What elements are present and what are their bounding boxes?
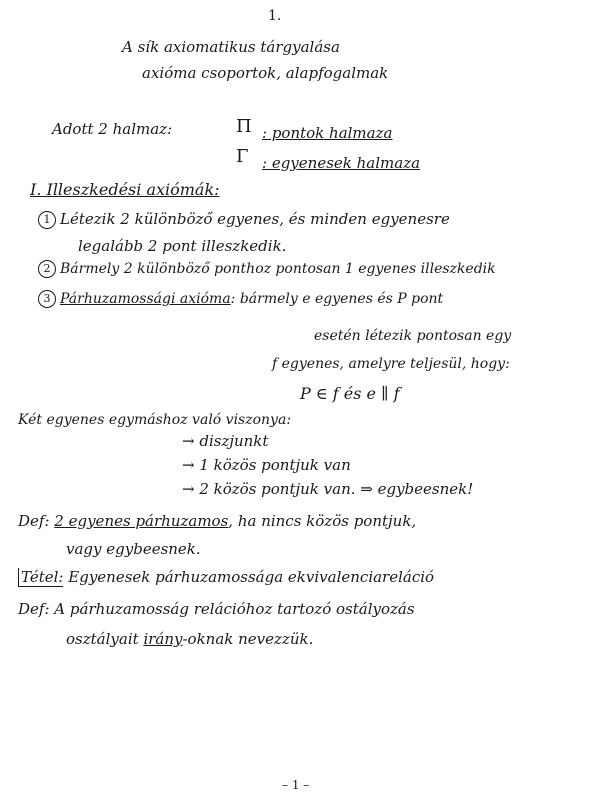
definition-1-rest: , ha nincs közös pontjuk,: [228, 512, 417, 530]
definition-1-line-2: vagy egybeesnek.: [66, 540, 201, 558]
definition-2-line-2: [66, 630, 313, 648]
definition-1-line-1: [18, 512, 416, 530]
axiom-3-number: 3: [38, 290, 56, 308]
parallel-axiom-label: Párhuzamossági axióma: [60, 291, 231, 307]
definition-2-label: Def:: [18, 600, 50, 618]
relation-option-disjoint: → diszjunkt: [182, 432, 269, 450]
gamma-symbol: Γ: [236, 146, 249, 167]
relation-option-two-points: → 2 közös pontjuk van. ⇒ egybeesnek!: [182, 480, 474, 498]
axiom-2-number: 2: [38, 260, 56, 278]
relation-intro: Két egyenes egymáshoz való viszonya:: [18, 412, 292, 428]
definition-1-term: 2 egyenes párhuzamos: [54, 512, 229, 530]
relation-option-one-point: → 1 közös pontjuk van: [182, 456, 351, 474]
given-intro: Adott 2 halmaz:: [52, 120, 173, 138]
theorem-line: [18, 568, 434, 586]
theorem-text: Egyenesek párhuzamossága ekvivalenciareláció: [68, 568, 435, 586]
definition-1-label: Def:: [18, 512, 50, 530]
theorem-label: Tétel:: [18, 568, 63, 587]
axiom-3-text-3: f egyenes, amelyre teljesül, hogy:: [272, 356, 510, 372]
axiom-1-line-1: [38, 210, 450, 229]
title-line-1: A sík axiomatikus tárgyalása: [122, 38, 340, 56]
definition-2-text-2b: -oknak nevezzük.: [182, 630, 314, 648]
lines-set-def: : egyenesek halmaza: [262, 154, 421, 172]
page-number: 1.: [268, 8, 282, 24]
axiom-2-text: Bármely 2 különböző ponthoz pontosan 1 egyenes illeszkedik: [60, 261, 496, 277]
axiom-3-formula: P ∈ f és e ∥ f: [300, 384, 400, 403]
axiom-1-number: 1: [38, 211, 56, 229]
direction-term: irány: [143, 630, 183, 648]
axiom-3-line: [38, 290, 443, 308]
axiom-1-text-1: Létezik 2 különböző egyenes, és minden egyenesre: [60, 210, 450, 228]
page-footer: – 1 –: [282, 778, 310, 792]
axiom-2-line: [38, 260, 496, 278]
title-line-2: axióma csoportok, alapfogalmak: [142, 64, 389, 82]
pi-symbol: Π: [236, 116, 252, 137]
section-heading-incidence: I. Illeszkedési axiómák:: [30, 180, 220, 199]
definition-2-text-2a: osztályait: [66, 630, 139, 648]
axiom-3-text-1: : bármely e egyenes és P pont: [230, 291, 444, 307]
points-set-def: : pontok halmaza: [262, 124, 393, 142]
axiom-1-text-2: legalább 2 pont illeszkedik.: [78, 237, 287, 255]
definition-2-text-1: A párhuzamosság relációhoz tartozó ostályozás: [54, 600, 415, 618]
axiom-3-text-2: esetén létezik pontosan egy: [314, 328, 512, 344]
definition-2-line-1: [18, 600, 415, 618]
